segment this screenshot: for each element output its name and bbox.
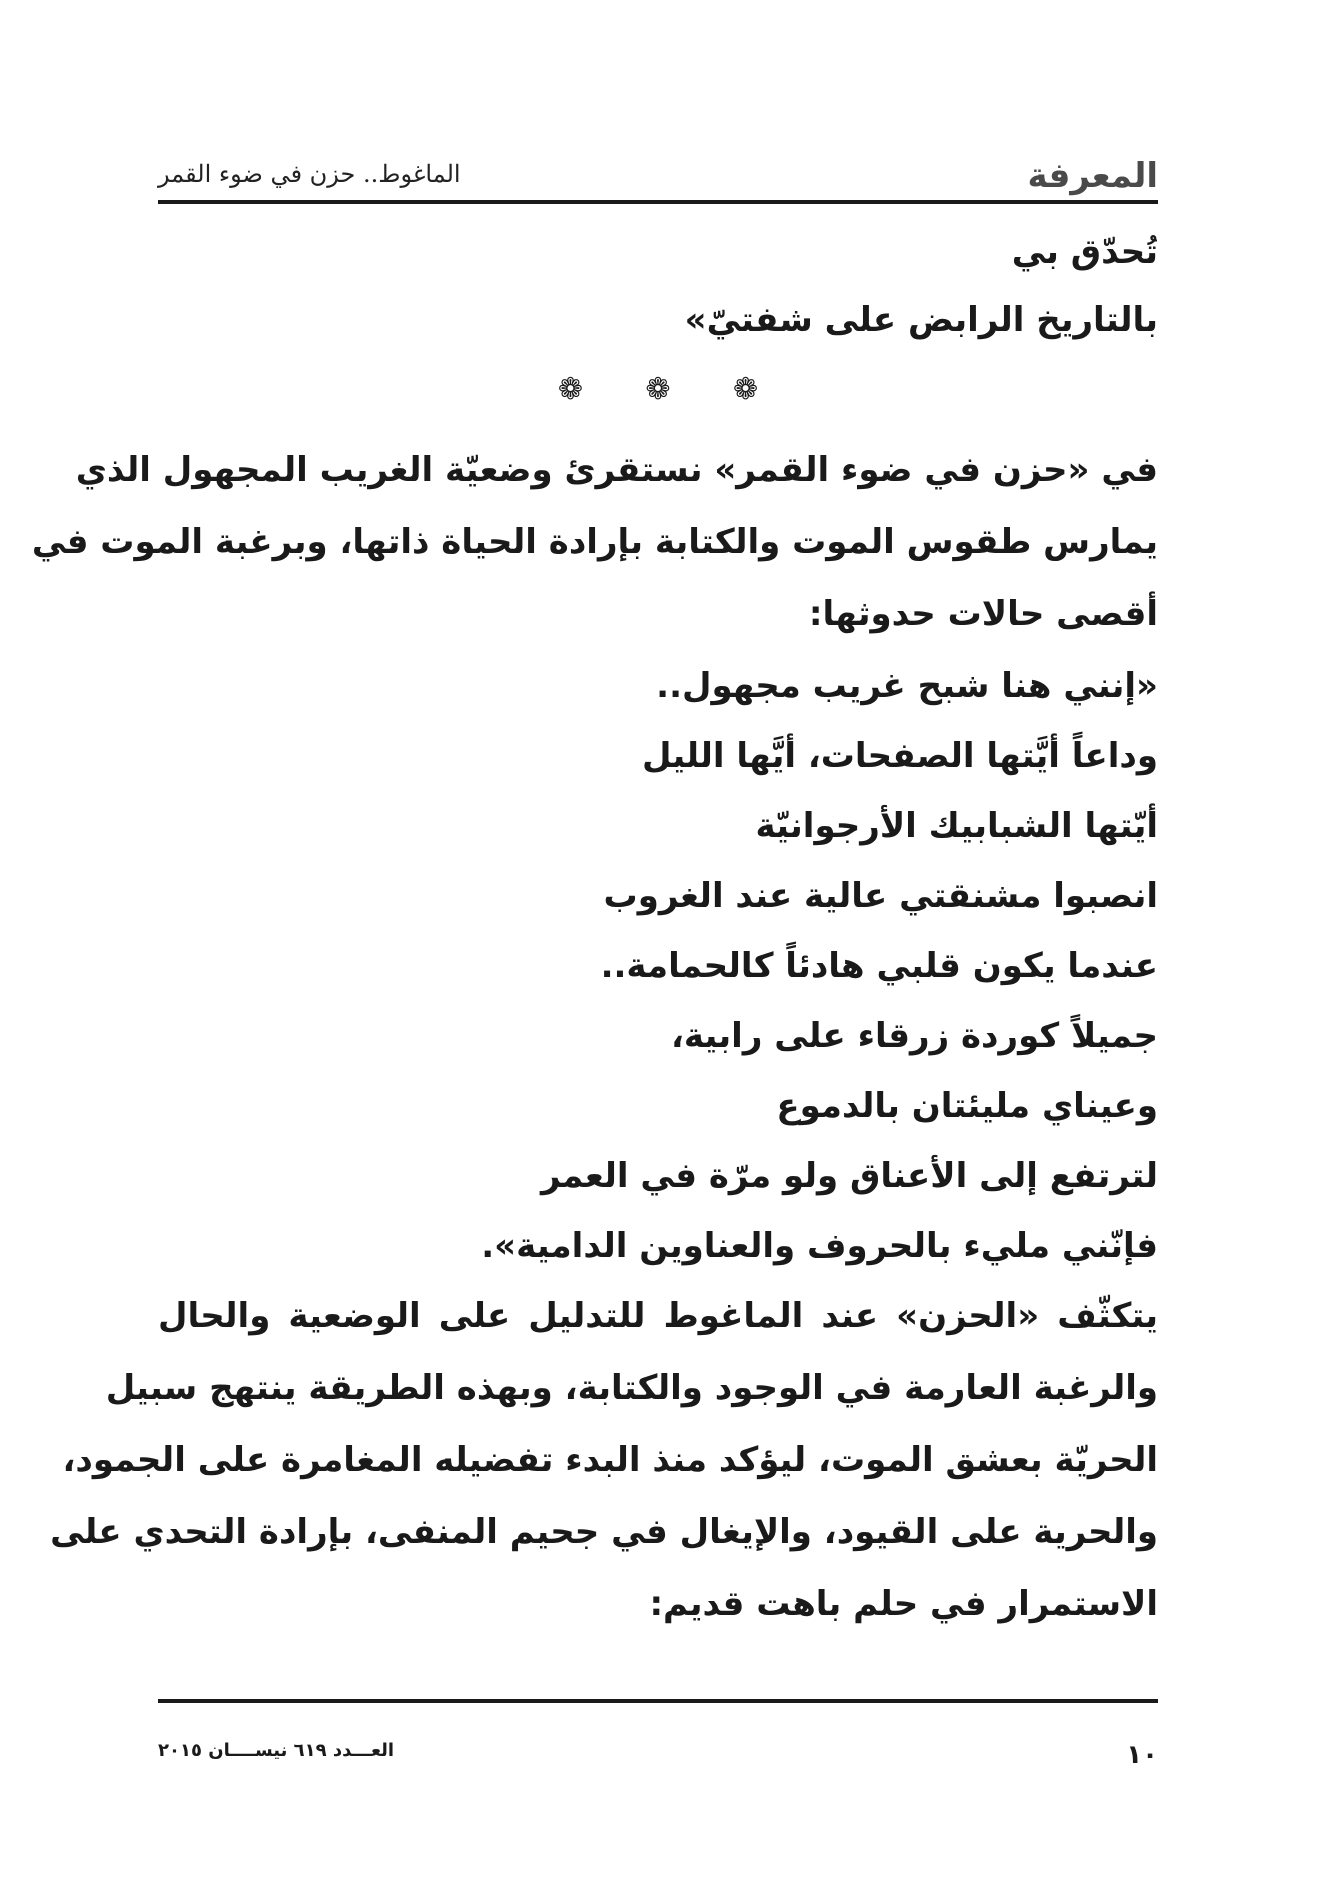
paragraph-line: في «حزن في ضوء القمر» نستقرئ وضعيّة الغريب المجهول الذي [75, 450, 1158, 490]
section-divider [158, 372, 1158, 407]
verse-line: تُحدّق بي [1011, 232, 1158, 272]
ornament-icon: ❁ [733, 372, 759, 407]
quote-verse: جميلاً كوردة زرقاء على رابية، [671, 1016, 1158, 1056]
paragraph-line: يتكثّف «الحزن» عند الماغوط للتدليل على الوضعية والحال [158, 1296, 1158, 1336]
paragraph-line: الحريّة بعشق الموت، ليؤكد منذ البدء تفضيله المغامرة على الجمود، [62, 1440, 1158, 1480]
quote-verse: عندما يكون قلبي هادئاً كالحمامة.. [600, 946, 1158, 986]
paragraph-line: أقصى حالات حدوثها: [808, 594, 1158, 634]
quote-verse: وداعاً أيَّتها الصفحات، أيَّها الليل [642, 736, 1158, 776]
quote-verse: انصبوا مشنقتي عالية عند الغروب [603, 876, 1158, 916]
page-footer [158, 1740, 1158, 1780]
page-number: ١٠ [1126, 1740, 1158, 1770]
header-rule [158, 200, 1158, 204]
magazine-logo: المعرفة [1027, 156, 1158, 196]
footer-rule [158, 1699, 1158, 1703]
running-title: الماغوط.. حزن في ضوء القمر [158, 160, 461, 188]
quote-verse: أيّتها الشبابيك الأرجوانيّة [755, 806, 1158, 846]
paragraph-line: الاستمرار في حلم باهت قديم: [649, 1584, 1158, 1624]
quote-verse: لترتفع إلى الأعناق ولو مرّة في العمر [540, 1156, 1158, 1196]
issue-info: العـــدد ٦١٩ نيســــان ٢٠١٥ [158, 1740, 395, 1761]
page-header [158, 148, 1158, 198]
ornament-icon: ❁ [557, 372, 583, 407]
paragraph-line: يمارس طقوس الموت والكتابة بإرادة الحياة ذاتها، وبرغبة الموت في [31, 522, 1158, 562]
ornament-icon: ❁ [645, 372, 671, 407]
quote-verse: وعيناي مليئتان بالدموع [776, 1086, 1158, 1126]
quote-verse: «إنني هنا شبح غريب مجهول.. [656, 666, 1158, 706]
paragraph-line: والحرية على القيود، والإيغال في جحيم المنفى، بإرادة التحدي على [50, 1512, 1158, 1552]
quote-verse: فإنّني مليء بالحروف والعناوين الدامية». [481, 1226, 1158, 1266]
paragraph-line: والرغبة العارمة في الوجود والكتابة، وبهذه الطريقة ينتهج سبيل [105, 1368, 1158, 1408]
verse-line: بالتاريخ الرابض على شفتيّ» [684, 300, 1158, 340]
